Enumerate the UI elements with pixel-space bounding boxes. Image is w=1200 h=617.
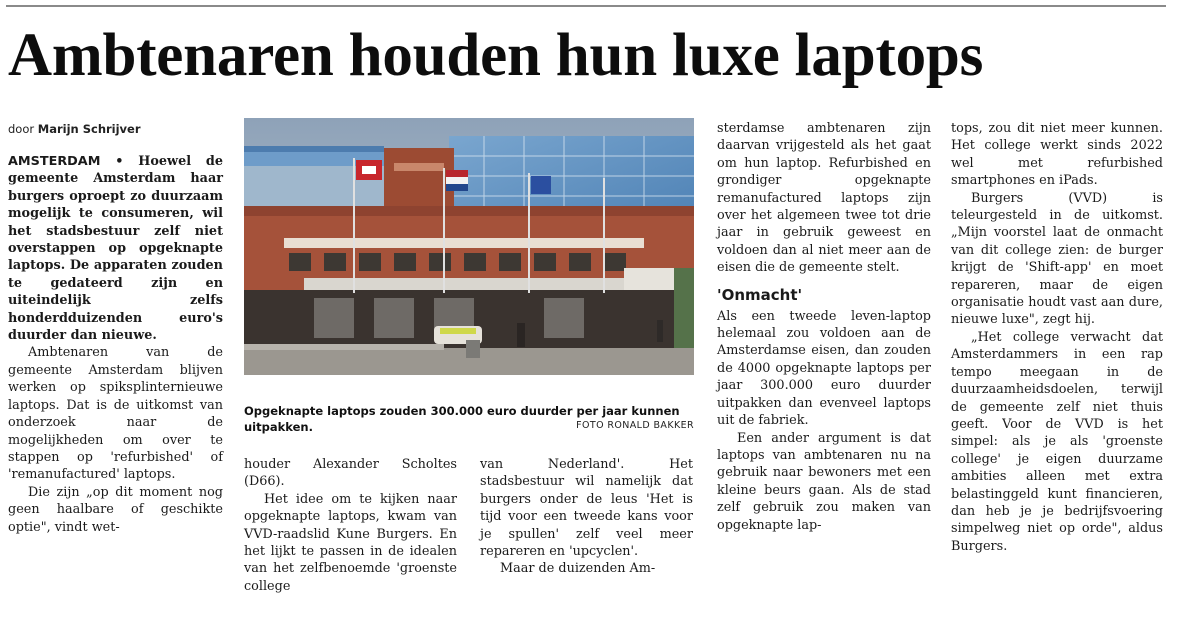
- article-photo: [244, 118, 694, 375]
- paragraph: Burgers (VVD) is teleurgesteld in de uitkomst. „Mijn voorstel laat de onmacht van dit college zien: de burger krijgt de 'Shift-app' en moet repareren, maar de eigen organisatie houdt vast aan dure, nieuwe luxe", zegt hij.: [951, 190, 1163, 328]
- paragraph: Een ander argument is dat laptops van ambtenaren nu na gebruik naar bewoners met een kleine beurs gaan. Als de stad zelf gebruik zou maken van opgeknapte lap-: [717, 430, 931, 533]
- column-2: [244, 456, 457, 595]
- subheading: 'Onmacht': [717, 285, 803, 304]
- paragraph: houder Alexander Scholtes (D66).: [244, 457, 457, 490]
- paragraph: Die zijn „op dit moment nog geen haalbare of geschikte optie", vindt wet-: [8, 484, 223, 535]
- lead-text: • Hoewel de gemeente Amsterdam haar burgers oproept zo duurzaam mogelijk te consumeren, wil het stadsbestuur zelf niet overstappen op opgeknapte laptops. De apparaten zouden te gedateerd zijn en uiteindelijk zelfs honderdduizenden euro's duurder dan nieuwe.: [8, 154, 223, 344]
- column-5: [951, 120, 1163, 555]
- paragraph: „Het college verwacht dat Amsterdammers in een rap tempo meegaan in de duurzaamheidsdoelen, terwijl de gemeente zelf niet thuis geeft. Voor de VVD is het simpel: als je als 'groenste college' je eigen duurzame ambities alleen met extra belastinggeld kunt financieren, dan heb je je bedrijfsvoering simpelweg niet op orde", aldus Burgers.: [951, 329, 1163, 554]
- byline: [8, 122, 141, 136]
- byline-prefix: door: [8, 122, 35, 136]
- paragraph: Het idee om te kijken naar opgeknapte laptops, kwam van VVD-raadslid Kune Burgers. En het lijkt te passen in de idealen van het zelfbenoemde 'groenste college: [244, 491, 457, 594]
- top-rule: [6, 5, 1166, 7]
- paragraph: Als een tweede leven-laptop helemaal zou voldoen aan de Amsterdamse eisen, dan zouden de 4000 opgeknapte laptops per jaar 300.000 euro duurder uitpakken dan evenveel laptops uit de fabriek.: [717, 308, 931, 429]
- dateline: AMSTERDAM: [8, 154, 101, 169]
- paragraph: Maar de duizenden Am-: [500, 561, 656, 577]
- headline: Ambtenaren houden hun luxe laptops: [8, 22, 984, 89]
- column-3: [480, 456, 693, 578]
- column-4: [717, 120, 931, 534]
- paragraph: sterdamse ambtenaren zijn daarvan vrijgesteld als het gaat om hun laptop. Refurbished en grondiger opgeknapte remanufactured laptops zijn over het algemeen twee tot drie jaar in gebruik geweest en voldoen dan al niet meer aan de eisen die de gemeente stelt.: [717, 121, 931, 276]
- photo-caption: Opgeknapte laptops zouden 300.000 euro duurder per jaar kunnen uitpakken.: [244, 404, 680, 434]
- paragraph: tops, zou dit niet meer kunnen. Het college werkt sinds 2022 wel met refurbished smartphones en iPads.: [951, 121, 1163, 189]
- byline-author: Marijn Schrijver: [37, 122, 141, 136]
- photo-credit: FOTO RONALD BAKKER: [576, 420, 694, 431]
- column-1: [8, 153, 223, 536]
- paragraph: van Nederland'. Het stadsbestuur wil namelijk dat burgers onder de leus 'Het is tijd voor een tweede kans voor je spullen' zelf veel meer repareren en 'upcyclen'.: [480, 457, 693, 560]
- paragraph: Ambtenaren van de gemeente Amsterdam blijven werken op spiksplinternieuwe laptops. Dat is de uitkomst van onderzoek naar de mogelijkheden om over te stappen op 'refurbished' of 'remanufactured' laptops.: [8, 345, 223, 483]
- lead-paragraph: [8, 153, 223, 344]
